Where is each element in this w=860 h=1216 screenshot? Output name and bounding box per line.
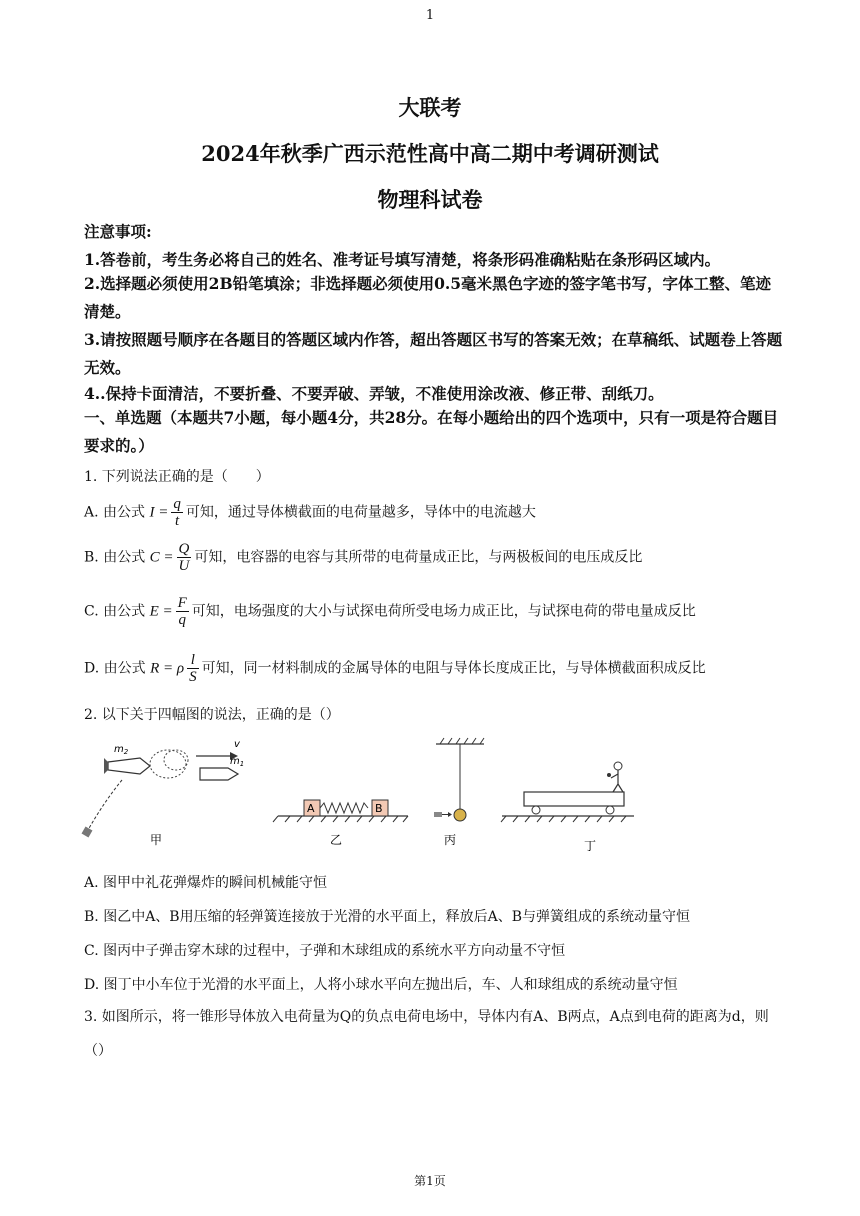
q1-d-text: 可知，同一材料制成的金属导体的电阻与导体长度成正比，与导体横截面积成反比 [201, 660, 706, 677]
explosion-cloud-2 [164, 750, 188, 770]
velocity-label: v [234, 739, 240, 750]
block-b-label: B [375, 802, 383, 815]
q1-b-text: 可知，电容器的电容与其所带的电荷量成正比，与两极板间的电压成反比 [194, 549, 643, 566]
figure-yi [273, 800, 408, 847]
person-head [614, 762, 622, 770]
q1-d-denominator: S [189, 669, 197, 685]
q1-a-prefix: A. 由公式 [84, 504, 146, 521]
spring [320, 803, 368, 813]
q1-d-lhs: R = ρ [150, 660, 185, 677]
q1-c-prefix: C. 由公式 [84, 603, 146, 620]
cart-wheel-right [606, 806, 614, 814]
label-m1-sub: 1 [239, 760, 245, 768]
q2-option-b[interactable]: B. 图乙中A、B用压缩的轻弹簧连接放于光滑的水平面上，释放后A、B与弹簧组成的系统动量守恒 [84, 909, 690, 925]
q1-d-prefix: D. 由公式 [84, 660, 146, 677]
bullet [434, 812, 442, 817]
q1-option-d[interactable] [84, 652, 784, 685]
exam-subject: 物理科试卷 [377, 187, 483, 212]
shell [82, 827, 93, 838]
bullet-arrow-head [448, 812, 452, 817]
q1-option-a[interactable] [84, 496, 784, 529]
q1-b-prefix: B. 由公式 [84, 549, 146, 566]
q2-option-d[interactable]: D. 图丁中小车位于光滑的水平面上，人将小球水平向左抛出后，车、人和球组成的系统动量守恒 [84, 977, 678, 993]
label-m1 [230, 756, 244, 768]
q1-b-lhs: C = [149, 549, 174, 566]
cart-body [524, 792, 624, 806]
q2-stem: 2. 以下关于四幅图的说法，正确的是（） [84, 707, 340, 723]
notice-item-1: 1.答卷前，考生务必将自己的姓名、准考证号填写清楚，将条形码准确粘贴在条形码区域内。 [84, 250, 721, 269]
q1-b-fraction [177, 541, 192, 574]
explosion-cloud [150, 750, 186, 778]
notice-item-2: 2.选择题必须使用2B铅笔填涂；非选择题必须使用0.5毫米黑色字迹的签字笔书写，字体工整、笔迹清楚。 [84, 274, 772, 321]
ceiling-hatch [440, 738, 484, 744]
person-body [611, 770, 623, 792]
firework-fragment-m2 [108, 758, 150, 774]
label-ding: 丁 [584, 839, 597, 853]
q1-c-text: 可知，电场强度的大小与试探电荷所受电场力成正比，与试探电荷的带电量成反比 [191, 603, 696, 620]
label-m2-base: m [114, 744, 124, 755]
q2-figure [78, 732, 638, 860]
page-number-top: 1 [425, 8, 435, 23]
wooden-ball [454, 809, 466, 821]
figure-ding [501, 762, 634, 853]
ground-hatch-yi [273, 816, 408, 822]
q1-stem: 1. 下列说法正确的是（ ） [84, 469, 270, 485]
label-bing: 丙 [444, 833, 457, 847]
figure-bing [434, 738, 484, 847]
q1-option-b[interactable] [84, 541, 784, 574]
label-m2-sub: 2 [123, 748, 129, 756]
q1-a-numerator: q [173, 496, 181, 512]
q1-a-lhs: I = [149, 504, 169, 521]
q1-d-fraction [187, 652, 199, 685]
q2-option-a[interactable]: A. 图甲中礼花弹爆炸的瞬间机械能守恒 [84, 875, 328, 891]
notice-item-3: 3.请按照题号顺序在各题目的答题区域内作答，超出答题区书写的答案无效；在草稿纸、试题卷上答题无效。 [84, 330, 783, 377]
firework-tail [104, 758, 108, 774]
q1-d-numerator: l [187, 652, 199, 669]
q1-a-text: 可知，通过导体横截面的电荷量越多，导体中的电流越大 [185, 504, 536, 521]
notice-heading: 注意事项: [84, 222, 152, 241]
ground-hatch-ding [501, 816, 626, 822]
q1-c-fraction [176, 595, 189, 628]
exam-title: 2024年秋季广西示范性高中高二期中考调研测试 [201, 141, 659, 166]
q1-b-numerator: Q [178, 541, 190, 557]
label-m2 [114, 744, 129, 756]
exam-brand: 大联考 [398, 95, 462, 120]
label-yi: 乙 [330, 833, 343, 847]
q1-option-c[interactable] [84, 595, 784, 628]
label-jia: 甲 [150, 833, 163, 847]
q2-option-c[interactable]: C. 图丙中子弹击穿木球的过程中，子弹和木球组成的系统水平方向动量不守恒 [84, 943, 566, 959]
q1-c-lhs: E = [149, 603, 173, 620]
notice-item-4: 4..保持卡面清洁，不要折叠、不要弄破、弄皱，不准使用涂改液、修正带、刮纸刀。 [84, 384, 664, 403]
q1-b-denominator: U [178, 558, 190, 574]
firework-fragment-m1 [200, 768, 238, 780]
q1-a-fraction [171, 496, 183, 529]
q1-c-numerator: F [177, 595, 187, 611]
label-m1-base: m [230, 756, 240, 767]
figure-jia [82, 739, 245, 847]
q1-c-denominator: q [178, 612, 186, 628]
section-heading: 一、单选题（本题共7小题，每小题4分，共28分。在每小题给出的四个选项中，只有一项是符合题目要求的。） [84, 408, 779, 455]
block-a-label: A [307, 802, 315, 815]
trajectory [88, 780, 122, 830]
page-footer: 第1页 [414, 1174, 446, 1188]
ball [607, 773, 611, 777]
q1-a-denominator: t [175, 513, 180, 529]
cart-wheel-left [532, 806, 540, 814]
q3-stem: 3. 如图所示，将一锥形导体放入电荷量为Q的负点电荷电场中，导体内有A、B两点，A点到电荷的距离为d，则（） [84, 1009, 769, 1059]
